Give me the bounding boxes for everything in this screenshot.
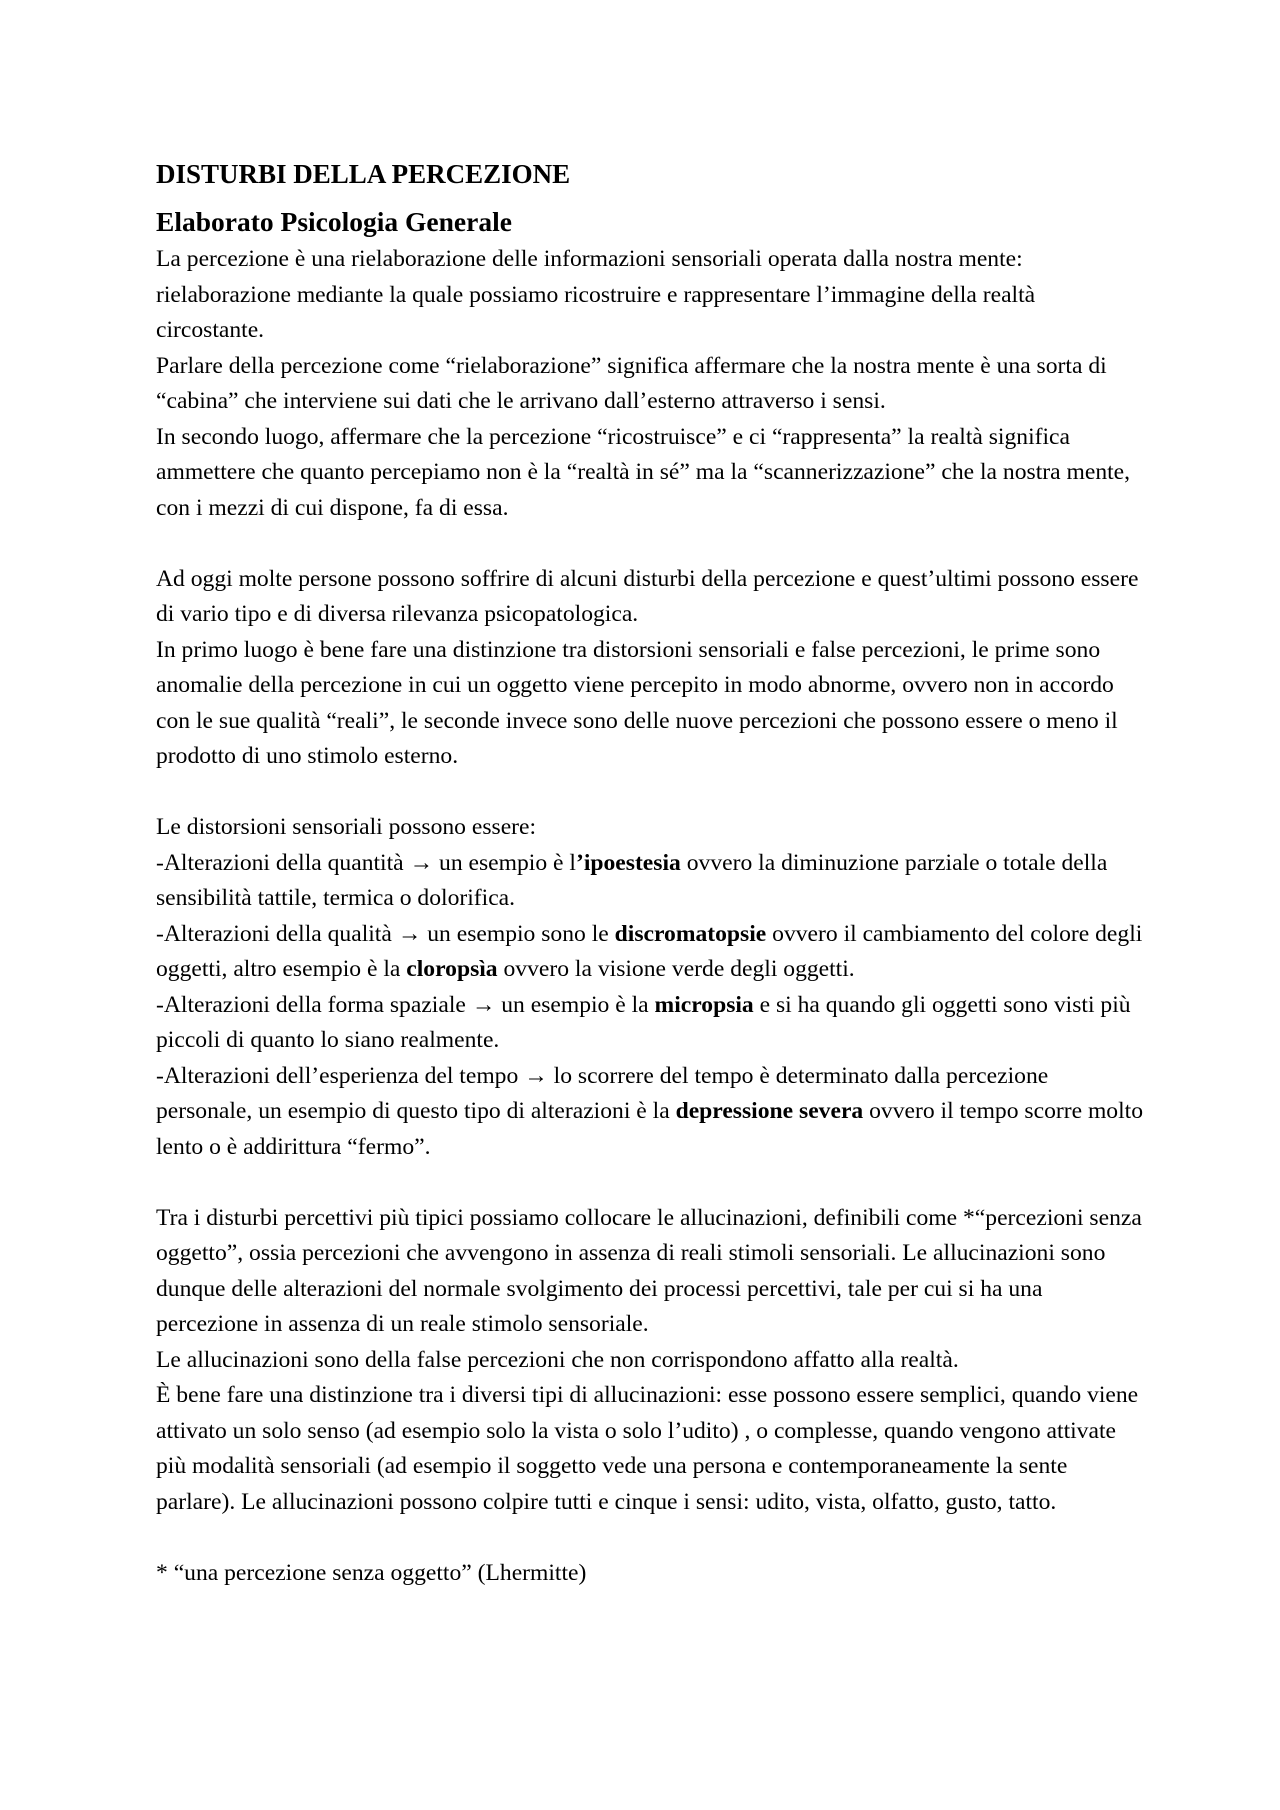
distortion-quantity-desc: ovvero la diminuzione parziale o totale della sensibilità tattile, termica o dolorifica. [156, 849, 1108, 911]
term-cloropsia: cloropsìa [406, 956, 498, 982]
distortion-time [156, 1059, 1146, 1166]
term-micropsia: micropsia [654, 991, 754, 1018]
distortion-shape-desc: e si ha quando gli oggetti sono visti più piccoli di quanto lo siano realmente. [156, 991, 1131, 1053]
distortion-quantity-text: -Alterazioni della quantità → un esempio è l [156, 849, 576, 876]
term-ipoestesia: ’ipoestesia [575, 849, 681, 876]
footnote: * “una percezione senza oggetto” (Lhermitte) [156, 1559, 587, 1586]
term-depressione-severa: depressione severa [675, 1098, 864, 1124]
term-discromatopsie: discromatopsie [614, 920, 767, 947]
distortion-quantity [156, 846, 1146, 917]
intro-paragraph-3: In secondo luogo, affermare che la percezione “ricostruisce” e ci “rappresenta” la realtà significa ammettere che quanto percepiamo non è la “realtà in sé” ma la “scannerizzazione” che la nostra mente, con i mezzi di cui dispone, fa di essa. [156, 423, 1131, 521]
paragraph-gap [156, 1520, 1146, 1556]
hallucinations-paragraph-3: È bene fare una distinzione tra i diversi tipi di allucinazioni: esse possono essere semplici, quando viene attivato un solo senso (ad esempio solo la vista o solo l’udito) , o complesse, quando vengono attivate più modalità sensoriali (ad esempio il soggetto vede una persona e contemporaneamente la sente parlare). Le allucinazioni possono colpire tutti e cinque i sensi: udito, vista, olfatto, gusto, tatto. [156, 1382, 1139, 1515]
distortion-quality-desc-2: ovvero la visione verde degli oggetti. [497, 956, 855, 982]
distortion-time-text: -Alterazioni dell’esperienza del tempo → lo scorrere del tempo è determinato dalla percezione personale, un esempio di questo tipo di alterazioni è la [156, 1062, 1049, 1124]
hallucinations-paragraph-2: Le allucinazioni sono della false percezioni che non corrispondono affatto alla realtà. [156, 1346, 959, 1373]
hallucinations-paragraph-1: Tra i disturbi percettivi più tipici possiamo collocare le allucinazioni, definibili come *“percezioni senza oggetto”, ossia percezioni che avvengono in assenza di reali stimoli sensoriali. Le allucinazioni sono dunque delle alterazioni del normale svolgimento dei processi percettivi, tale per cui si ha una percezione in assenza di un reale stimolo sensoriale. [156, 1204, 1142, 1337]
distortions-intro: Le distorsioni sensoriali possono essere: [156, 814, 537, 840]
distortion-quality-desc: ovvero il cambiamento del colore degli oggetti, altro esempio è la [156, 920, 1143, 982]
section2-paragraph-2: In primo luogo è bene fare una distinzione tra distorsioni sensoriali e false percezioni, le prime sono anomalie della percezione in cui un oggetto viene percepito in modo abnorme, ovvero non in accordo con le sue qualità “reali”, le seconde invece sono delle nuove percezioni che possono essere o meno il prodotto di uno stimolo esterno. [156, 636, 1118, 769]
section2-paragraph-1: Ad oggi molte persone possono soffrire di alcuni disturbi della percezione e quest’ultimi possono essere di vario tipo e di diversa rilevanza psicopatologica. [156, 565, 1139, 627]
paragraph-gap [156, 526, 1146, 562]
distortion-shape-text: -Alterazioni della forma spaziale → un esempio è la [156, 991, 655, 1018]
distortion-shape [156, 988, 1146, 1059]
distortion-time-desc: ovvero il tempo scorre molto lento o è addirittura “fermo”. [156, 1098, 1144, 1160]
document-subtitle: Elaborato Psicologia Generale [156, 206, 512, 237]
distortion-quality-text: -Alterazioni della qualità → un esempio sono le [156, 920, 615, 947]
distortion-quality [156, 917, 1146, 988]
intro-paragraph-2: Parlare della percezione come “rielaborazione” significa affermare che la nostra mente è una sorta di “cabina” che interviene sui dati che le arrivano dall’esterno attraverso i sensi. [156, 352, 1107, 414]
document-content [156, 156, 1146, 1591]
document-title: DISTURBI DELLA PERCEZIONE [156, 159, 571, 189]
paragraph-gap [156, 1165, 1146, 1201]
intro-paragraph-1: La percezione è una rielaborazione delle informazioni sensoriali operata dalla nostra mente: rielaborazione mediante la quale possiamo ricostruire e rappresentare l’immagine della realtà circostante. [156, 246, 1036, 343]
paragraph-gap [156, 775, 1146, 811]
